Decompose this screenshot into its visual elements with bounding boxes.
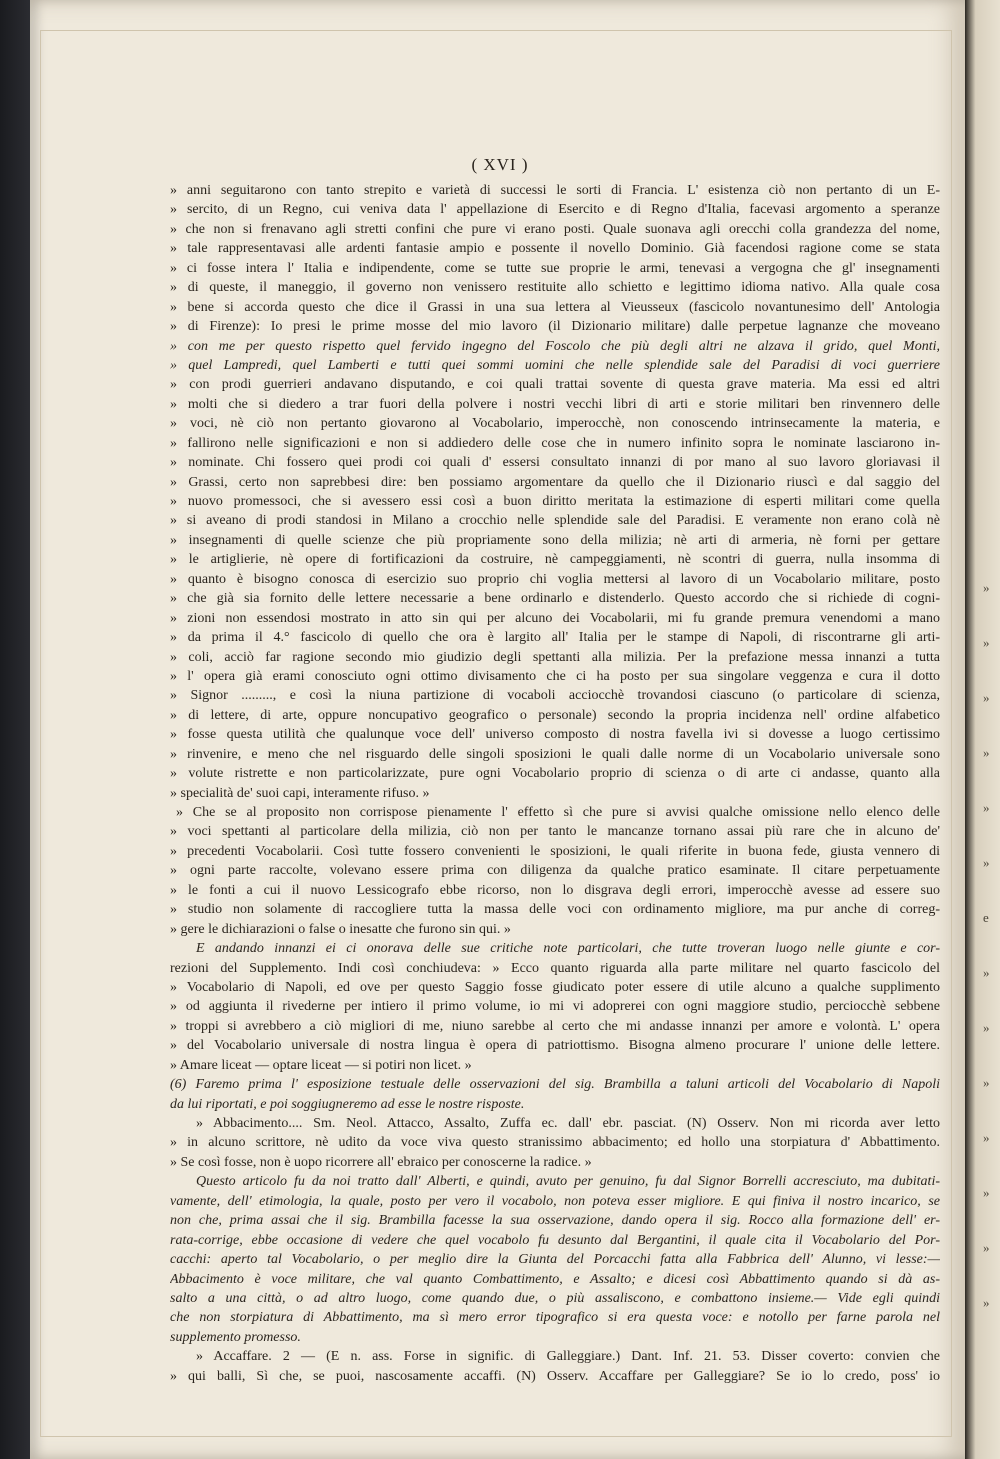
facing-page-glyph: » [983, 800, 990, 815]
text-line: » molti che si diedero a trar fuori della polvere i nostri vecchi libri di arti e storie militari ben rinvennero delle [170, 396, 940, 412]
text-line: » precedenti Vocabolarii. Così tutte fossero convenienti le sposizioni, le quali riferite in buona fede, giusta vennero di [170, 843, 940, 859]
scan-background-left [0, 0, 30, 1459]
text-line: » qui balli, Sì che, se puoi, nascosamente accaffi. (N) Osserv. Accaffare per Galleggiare? Se io lo credo, poss' io [170, 1368, 940, 1384]
facing-page-glyph: e [983, 910, 989, 925]
text-line: rata-corrige, ebbe occasione di vedere che quel vocabolo fu desunto dal Bergantini, il quale cita il Vocabolario del Por- [170, 1232, 940, 1248]
text-line: da lui riportati, e poi soggiugneremo ad esse le nostre risposte. [170, 1096, 525, 1112]
text-line: » od aggiunta il rivederne per intiero il primo volume, io mi vi adoprerei con ogni maggiore studio, perciocchè sebbene [170, 999, 940, 1015]
facing-page-glyph: » [983, 1130, 990, 1145]
text-line: » nuovo promessoci, che si avessero essi così a buon diritto meritata la estimazione di esperti militari come quella [170, 494, 940, 509]
text-line: » di queste, il maneggio, il governo non venissero restituite allo schietto e legittimo idioma nativo. Alla quale cosa [170, 280, 940, 296]
text-line: » fosse questa utilità che qualunque voce dell' universo composto di nostra favella ivi si dovesse a luogo certissimo [170, 727, 940, 743]
text-line: » specialità de' suoi capi, interamente rifuso. » [170, 785, 430, 801]
text-line: » Se così fosse, non è uopo ricorrere all' ebraico per conoscerne la radice. » [170, 1154, 592, 1170]
text-line: vamente, dell' etimologia, la quale, posto per vero il vocabolo, non poteva esser migliore. E qui finiva il nostro incarico, se [170, 1193, 940, 1209]
text-line: » voci, nè ciò non pertanto giovarono al Vocabolario, imperocchè, non conoscendo intrinsecamente la materia, e [170, 416, 940, 432]
facing-page-glyph: » [983, 1020, 990, 1035]
facing-page-glyph: » [983, 855, 990, 870]
page-number: ( XVI ) [471, 155, 529, 174]
text-line: » le artiglierie, nè opere di fortificazioni da costruire, nè campeggiamenti, nè scontri di guerra, nulla insomma di [170, 552, 940, 568]
text-line: » Abbacimento.... Sm. Neol. Attacco, Assalto, Zuffa ec. dall' ebr. pasciat. (N) Osserv. Non mi ricorda aver letto [196, 1116, 940, 1131]
text-line: » zioni non essendosi mostrato in atto sin qui per alcuno dei Vocabolarii, mi fu grande premura venendomi a mano [170, 610, 940, 626]
text-line: » rinvenire, e meno che nel risguardo delle singoli sposizioni le quali dalle norme di un Vocabolario universale sono [170, 746, 940, 762]
text-line: » troppi si avrebbero a ciò migliori di me, niuno sarebbe al certo che mi andasse innanzi per amore e volontà. L' opera [170, 1018, 940, 1034]
text-line: » coli, acciò far ragione secondo mio giudizio degli spettanti alla milizia. Per la prefazione messa innanzi a tutta [170, 649, 940, 665]
text-line: » nominate. Chi fossero quei prodi coi quali d' essersi consultato innanzi di por mano al suo lavoro gloriavasi il [170, 455, 940, 471]
text-line: » quanto è bisogno conosca di esercizio suo proprio chi voglia mettersi al lavoro di un Vocabolario militare, posto [170, 571, 940, 587]
text-line: » con prodi guerrieri andavano disputando, e coi quali trattai sovente di questa grave materia. Ma essi ed altri [170, 377, 940, 393]
text-line: » le fonti a cui il nuovo Lessicografo ebbe ricorso, non lo disgrava degli errori, imperocchè avesse ad essere suo [170, 882, 940, 898]
text-line: » volute ristrette e non particolarizzate, pure ogni Vocabolario proprio di scienza o di arte ci andasse, quanto alla [170, 766, 940, 782]
text-line: » da prima il 4.° fascicolo di quello che ora è largito all' Italia per le stampe di Napoli, di riscontrarne gli arti- [170, 630, 940, 646]
text-line: » di lettere, di arte, oppure noncupativo geografico o personale) secondo la propria incidenza nell' ordine alfabetico [170, 707, 940, 723]
text-line: supplemento promesso. [170, 1329, 301, 1345]
text-line: » Accaffare. 2 — (E n. ass. Forse in signific. di Galleggiare.) Dant. Inf. 21. 53. Disser coverto: convien che [196, 1349, 940, 1365]
text-line: » studio non solamente di raccogliere tutta la massa delle voci con ordinamento migliore, ma pur anche di correg- [170, 902, 940, 918]
text-line: » con me per questo rispetto quel fervido ingegno del Foscolo che più degli altri ne alzava il grido, quel Monti, [170, 338, 940, 354]
text-line: Questo articolo fu da noi tratto dall' Alberti, e quindi, avuto per genuino, fu dal Signor Borrelli accresciuto, ma dubitati- [196, 1174, 940, 1190]
text-line: » bene si accorda questo che dice il Grassi in una sua lettera al Vieusseux (fascicolo novantunesimo dell' Antologia [170, 299, 940, 315]
text-line: Abbacimento è voce militare, che val quanto Combattimento, e Assalto; e dicesi così Abbattimento quando si dà as- [170, 1271, 940, 1287]
text-line: » del Vocabolario universale di nostra lingua è opera di patriottismo. Bisogna almeno procurare l' unione delle lettere. [170, 1038, 940, 1054]
text-line: » l' opera già erami conosciuto ogni ottimo divisamento che ci ha posto per sua singolare veggenza e cura il dotto [170, 668, 940, 684]
text-line: » anni seguitarono con tanto strepito e varietà di successi le sorti di Francia. L' esistenza ciò non pertanto di un E- [170, 183, 940, 198]
text-line: » gere le dichiarazioni o false o inesatte che furono sin qui. » [170, 921, 511, 937]
text-line: » quel Lampredi, quel Lamberti e tutti quei sommi uomini che nelle splendide sale del Paradisi di voci guerriere [170, 357, 940, 373]
text-line: » Grassi, certo non saprebbesi dire: ben possiamo argomentare da quello che il Dizionario riuscì e dal saggio del [170, 474, 940, 490]
text-line: E andando innanzi ei ci onorava delle sue critiche note particolari, che tutte troveran luogo nelle giunte e cor- [196, 941, 940, 957]
text-line: » che già sia fornito delle lettere necessarie a bene ordinarlo e distenderlo. Questo accordo che si richiede di cogni- [170, 591, 940, 607]
body-text [170, 181, 940, 1386]
text-line: » si aveano di prodi standosi in Milano a crocchio nelle splendide sale del Paradisi. E veramente non erano colà nè [170, 513, 940, 529]
text-line: » in alcuno scrittore, nè udito da voce viva questo stranissimo abbacimento; ed hollo una storpiatura d' Abbattimento. [170, 1135, 940, 1151]
text-line: che non storpiatura di Abbattimento, ma sì mero error tipografico si era questa voce: e notollo per farne parola nel [170, 1310, 940, 1326]
text-line: rezioni del Supplemento. Indi così conchiudeva: » Ecco quanto riguarda alla parte militare nel quarto fascicolo del [170, 960, 940, 976]
text-line: » che non si frenavano agli stretti confini che pure vi erano posti. Quale suonava agli orecchi colla grandezza del nome, [170, 221, 940, 237]
text-line: (6) Faremo prima l' esposizione testuale delle osservazioni del sig. Brambilla a taluni articoli del Vocabolario di Napoli [170, 1077, 940, 1093]
text-line: » Amare liceat — optare liceat — si potiri non licet. » [170, 1057, 472, 1073]
text-line: » fallirono nelle significazioni e non si addiedero delle cose che in numero infinito sopra le nominate lasciarono in- [170, 435, 940, 451]
text-line: salto a una città, o ad altro luogo, come quando due, o più assaliscono, e combattono insieme.— Vide egli quindi [170, 1290, 940, 1306]
text-line: » di Firenze): Io presi le prime mosse del mio lavoro (il Dizionario militare) dalle perpetue lagnanze che moveano [170, 319, 940, 335]
text-line: » insegnamenti di quelle scienze che più propriamente sono della milizia; nè arti di armeria, nè forni per gettare [170, 532, 940, 548]
text-line: » ogni parte raccolte, volevano essere prima con diligenza da qualche pratico esaminate. Il citare perpetuamente [170, 863, 940, 879]
text-line: » tale rappresentavasi alle ardenti fantasie ampio e possente il novello Dominio. Già facendosi ragione come se stata [170, 241, 940, 257]
text-line: » sercito, di un Regno, cui veniva data l' appellazione di Esercito e di Regno d'Italia, facevasi argomento a speranze [170, 202, 940, 218]
facing-page-glyph: » [983, 745, 990, 760]
facing-page-glyph: » [983, 1075, 990, 1090]
facing-page-glyph: » [983, 690, 990, 705]
facing-page-glyph: » [983, 580, 990, 595]
facing-page-glyph: » [983, 1295, 990, 1310]
facing-page-glyph: » [983, 635, 990, 650]
text-line: » Che se al proposito non corrispose pienamente l' effetto sì che pure si avvisi qualche omissione nello elenco delle [176, 805, 940, 820]
text-line: » Signor ........., e così la niuna partizione di vocaboli acciocchè trovandosi ciascuno (o particolare di scienza, [170, 688, 940, 704]
facing-page-glyph: » [983, 1185, 990, 1200]
facing-page-glyph: » [983, 1240, 990, 1255]
text-line: non che, prima assai che il sig. Brambilla facesse la sua osservazione, dando opera il sig. Rocco alla formazione dell' er- [170, 1213, 940, 1229]
facing-page-edge [965, 0, 1000, 1459]
text-line: cacchi: aperto tal Vocabolario, o per meglio dire la Giunta del Porcacchi fatta alla Fabbrica dell' Alunno, vi lesse:— [170, 1252, 940, 1268]
text-line: » Vocabolario di Napoli, ed ove per questo Saggio fosse giudicato poter essere di utile alcuno a qualche supplimento [170, 979, 940, 995]
facing-page-glyph: » [983, 965, 990, 980]
text-line: » voci spettanti al particolare della milizia, ciò non per tanto le mancanze tornano assai più rare che in alcuno de' [170, 824, 940, 840]
text-line: » ci fosse intera l' Italia e indipendente, come se tutte sue proprie le armi, tenevasi a vergogna che gl' insegnamenti [170, 260, 940, 276]
